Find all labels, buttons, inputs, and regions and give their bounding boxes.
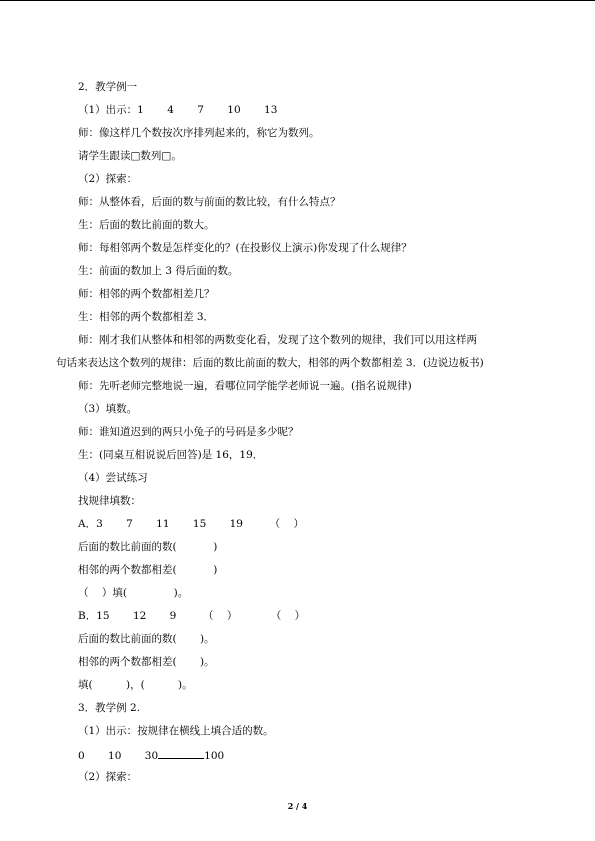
sequence-values: 0 10 30 — [78, 750, 159, 762]
text-line: 找规律填数： — [78, 495, 141, 507]
text-line: （3）填数。 — [78, 403, 138, 415]
text-line: （2）探索： — [78, 771, 138, 783]
text-line: 后面的数比前面的数( )。 — [78, 633, 215, 645]
text-line: （2）探索： — [78, 173, 138, 185]
text-line: 句话来表达这个数列的规律：后面的数比前面的数大，相邻的两个数都相差 3．(边说边板书) — [56, 357, 484, 369]
text-line: 生：前面的数加上 3 得后面的数。 — [78, 265, 239, 277]
text-line: 相邻的两个数都相差( )。 — [78, 656, 215, 668]
text-line: 2．教学例一 — [78, 81, 138, 93]
text-line: （1）出示：按规律在横线上填合适的数。 — [78, 725, 274, 737]
text-line: 生：相邻的两个数都相差 3． — [78, 311, 215, 323]
top-rule — [0, 0, 595, 1]
text-line: 后面的数比前面的数( ) — [78, 541, 218, 553]
text-line: A．3 7 11 15 19 （ ） — [78, 518, 305, 530]
sequence-fill-line — [78, 747, 224, 763]
text-line: 填( )，( )。 — [78, 679, 193, 691]
text-line: 师：刚才我们从整体和相邻的两数变化看，发现了这个数列的规律，我们可以用这样两 — [78, 334, 477, 346]
text-line: 请学生跟读□数列□。 — [78, 150, 182, 162]
text-line: 生：(同桌互相说说后回答)是 16，19． — [78, 449, 264, 461]
text-line: B．15 12 9 （ ） （ ） — [78, 610, 306, 622]
text-line: （ ）填( )。 — [78, 587, 189, 599]
text-line: （4）尝试练习 — [78, 472, 148, 484]
page-number: 2 / 4 — [287, 801, 308, 811]
text-line: （1）出示：1 4 7 10 13 — [78, 104, 278, 116]
text-line: 师：像这样几个数按次序排列起来的，称它为数列。 — [78, 127, 320, 139]
text-line: 师：每相邻两个数是怎样变化的？(在投影仪上演示)你发现了什么规律？ — [78, 242, 412, 254]
text-line: 相邻的两个数都相差( ) — [78, 564, 218, 576]
text-line: 3．教学例 2. — [78, 702, 141, 714]
text-line: 生：后面的数比前面的数大。 — [78, 219, 215, 231]
text-line: 师：先听老师完整地说一遍，看哪位同学能学老师说一遍。(指名说规律) — [78, 380, 412, 392]
text-line: 师：谁知道迟到的两只小兔子的号码是多少呢？ — [78, 426, 299, 438]
text-line: 师：从整体看，后面的数与前面的数比较，有什么特点？ — [78, 196, 341, 208]
fill-blank — [158, 747, 204, 759]
sequence-end-value: 100 — [204, 750, 225, 762]
text-line: 师：相邻的两个数都相差几？ — [78, 288, 215, 300]
